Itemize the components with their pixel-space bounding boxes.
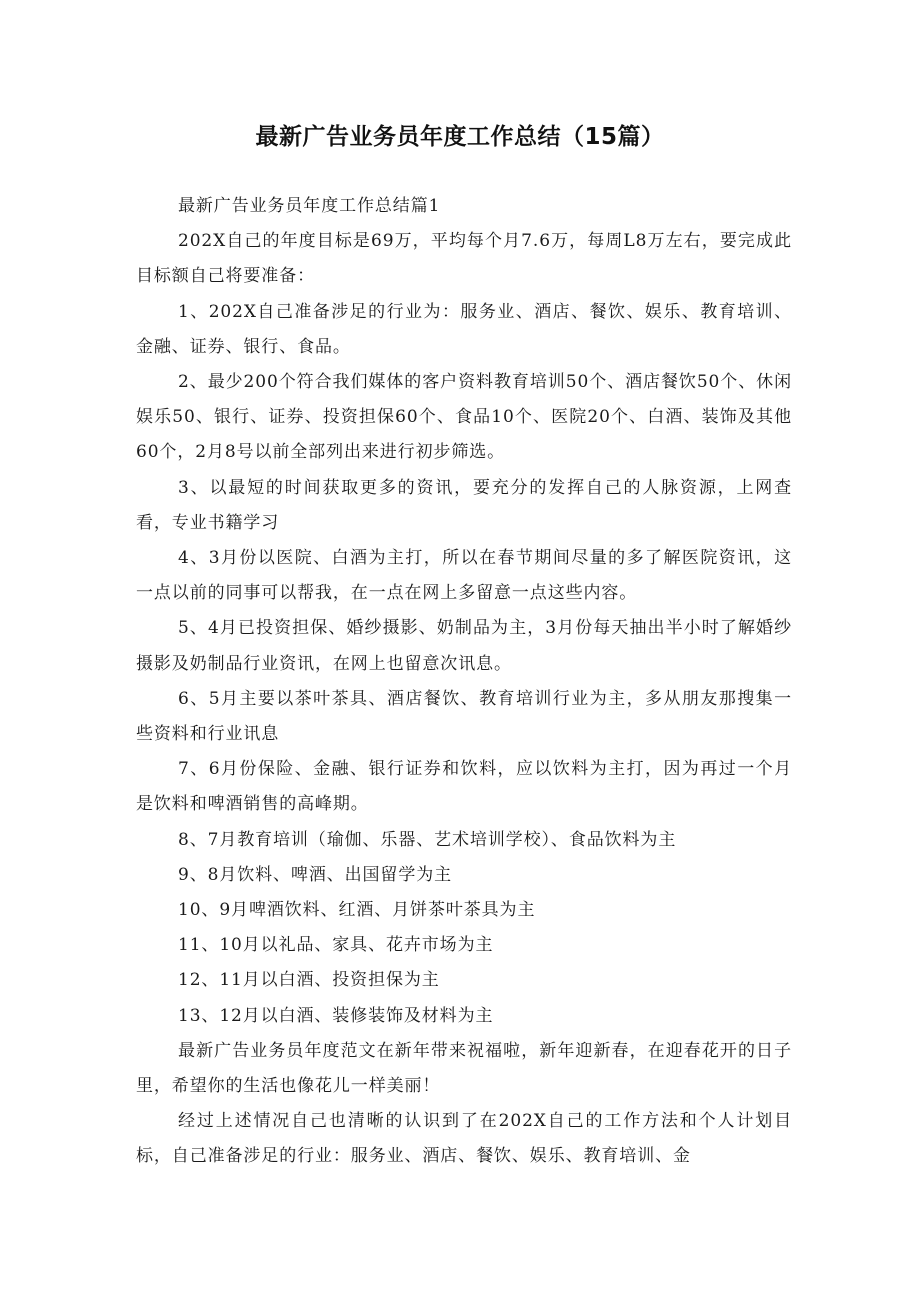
paragraph: 最新广告业务员年度范文在新年带来祝福啦，新年迎新春，在迎春花开的日子里，希望你的生活也像花儿一样美丽！ (136, 1040, 792, 1097)
list-item: 8、7月教育培训（瑜伽、乐器、艺术培训学校）、食品饮料为主 (178, 829, 677, 850)
list-item: 12、11月以白酒、投资担保为主 (178, 970, 440, 991)
list-item: 6、5月主要以茶叶茶具、酒店餐饮、教育培训行业为主，多从朋友那搜集一些资料和行业讯息 (136, 688, 792, 745)
list-item: 2、最少200个符合我们媒体的客户资料教育培训50个、酒店餐饮50个、休闲娱乐50、银行、证券、投资担保60个、食品10个、医院20个、白酒、装饰及其他60个，2月8号以前全部列出来进行初步筛选。 (136, 372, 792, 463)
paragraph: 经过上述情况自己也清晰的认识到了在202X自己的工作方法和个人计划目标，自己准备涉足的行业：服务业、酒店、餐饮、娱乐、教育培训、金 (136, 1111, 792, 1167)
document-title: 最新广告业务员年度工作总结（15篇） (255, 124, 665, 150)
list-item: 10、9月啤酒饮料、红酒、月饼茶叶茶具为主 (178, 900, 536, 921)
list-item: 3、以最短的时间获取更多的资讯，要充分的发挥自己的人脉资源，上网查看，专业书籍学习 (136, 477, 792, 533)
paragraph: 202X自己的年度目标是69万，平均每个月7.6万，每周L8万左右，要完成此目标额自己将要准备： (136, 231, 792, 287)
document-body (136, 189, 792, 1175)
list-item: 7、6月份保险、金融、银行证券和饮料，应以饮料为主打，因为再过一个月是饮料和啤酒销售的高峰期。 (136, 759, 792, 815)
list-item: 5、4月已投资担保、婚纱摄影、奶制品为主，3月份每天抽出半小时了解婚纱摄影及奶制品行业资讯，在网上也留意次讯息。 (136, 618, 792, 674)
list-item: 13、12月以白酒、装修装饰及材料为主 (178, 1005, 494, 1026)
list-item: 4、3月份以医院、白酒为主打，所以在春节期间尽量的多了解医院资讯，这一点以前的同事可以帮我，在一点在网上多留意一点这些内容。 (136, 548, 792, 604)
list-item: 9、8月饮料、啤酒、出国留学为主 (178, 864, 453, 885)
list-item: 11、10月以礼品、家具、花卉市场为主 (178, 935, 494, 956)
list-item: 1、202X自己准备涉足的行业为：服务业、酒店、餐饮、娱乐、教育培训、金融、证券、银行、食品。 (136, 301, 792, 357)
section-heading: 最新广告业务员年度工作总结篇1 (178, 196, 441, 216)
